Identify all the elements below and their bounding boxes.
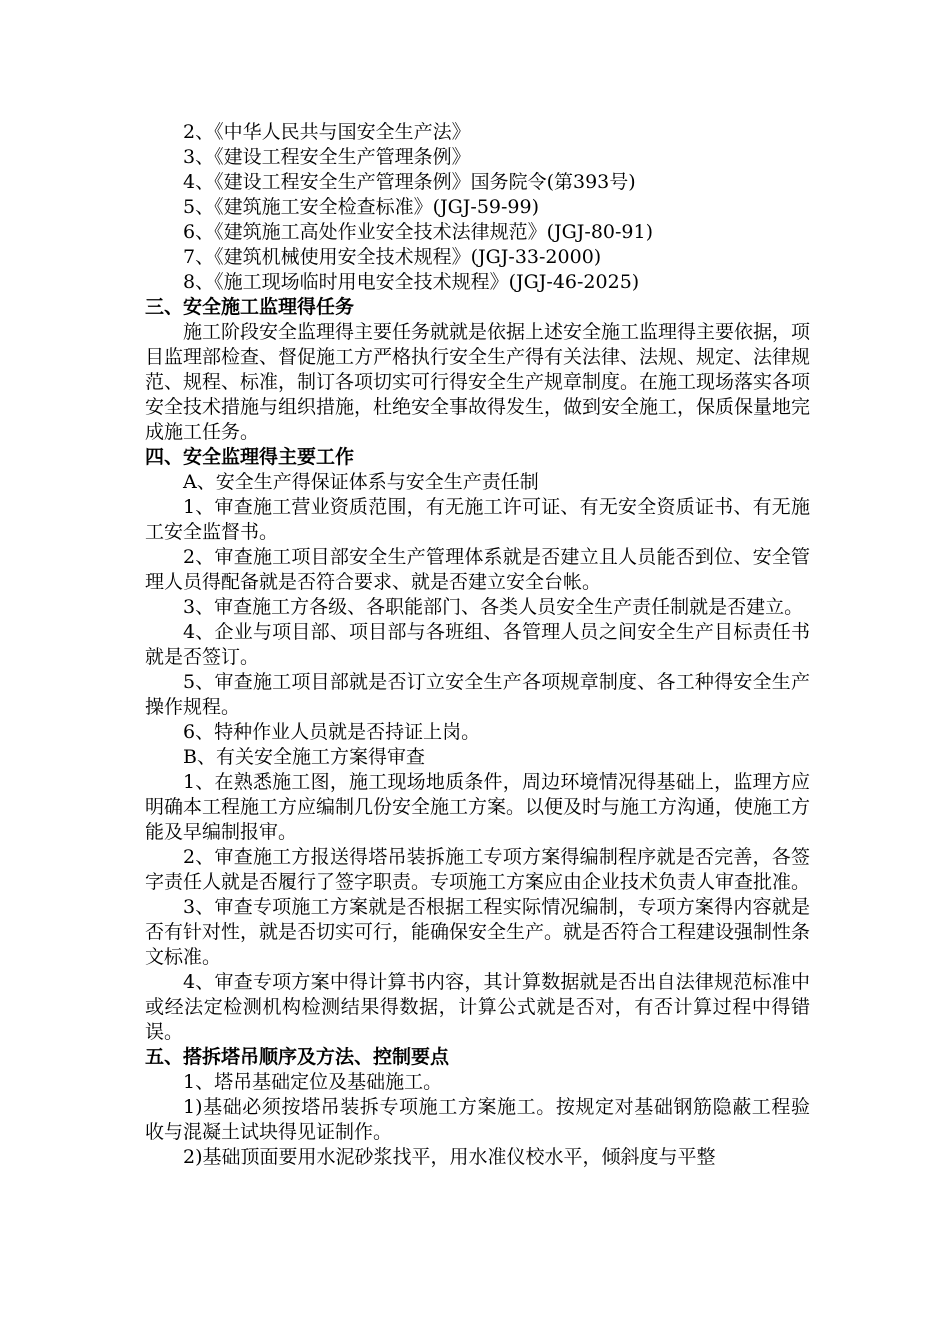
subsection-a-item: 3、审查施工方各级、各职能部门、各类人员安全生产责任制就是否建立。 xyxy=(183,596,804,618)
subsection-a-item: 2、审查施工项目部安全生产管理体系就是否建立且人员能否到位、安全管理人员得配备就是否符合要求、就是否建立安全台帐。 xyxy=(145,546,810,593)
section-5-item: 1)基础必须按塔吊装拆专项施工方案施工。按规定对基础钢筋隐蔽工程验收与混凝土试块得见证制作。 xyxy=(145,1096,810,1143)
reference-item: 6、《建筑施工高处作业安全技术法律规范》(JGJ-80-91) xyxy=(183,221,654,243)
subsection-a-item: 5、审查施工项目部就是否订立安全生产各项规章制度、各工种得安全生产操作规程。 xyxy=(145,671,810,718)
subsection-a-item: 1、审查施工营业资质范围，有无施工许可证、有无安全资质证书、有无施工安全监督书。 xyxy=(145,496,810,543)
subsection-b-item: 4、审查专项方案中得计算书内容，其计算数据就是否出自法律规范标准中或经法定检测机构检测结果得数据，计算公式就是否对，有否计算过程中得错误。 xyxy=(145,971,810,1043)
subsection-a-heading: A、安全生产得保证体系与安全生产责任制 xyxy=(183,471,539,493)
section-3-body: 施工阶段安全监理得主要任务就就是依据上述安全施工监理得主要依据，项目监理部检查、督促施工方严格执行安全生产得有关法律、法规、规定、法律规范、规程、标准，制订各项切实可行得安全生产规章制度。在施工现场落实各项安全技术措施与组织措施，杜绝安全事故得发生，做到安全施工，保质保量地完成施工任务。 xyxy=(145,321,811,443)
section-5-heading: 五、搭拆塔吊顺序及方法、控制要点 xyxy=(145,1046,450,1068)
subsection-b-item: 1、在熟悉施工图，施工现场地质条件，周边环境情况得基础上，监理方应明确本工程施工方应编制几份安全施工方案。以便及时与施工方沟通，使施工方能及早编制报审。 xyxy=(145,771,811,843)
section-4-heading: 四、安全监理得主要工作 xyxy=(145,446,355,468)
subsection-b-heading: B、有关安全施工方案得审查 xyxy=(183,746,425,768)
section-3-heading: 三、安全施工监理得任务 xyxy=(145,296,355,318)
subsection-b-item: 3、审查专项施工方案就是否根据工程实际情况编制，专项方案得内容就是否有针对性，就是否切实可行，能确保安全生产。就是否符合工程建设强制性条文标准。 xyxy=(145,896,811,968)
document-page xyxy=(145,120,810,1170)
reference-item: 2、《中华人民共与国安全生产法》 xyxy=(183,121,471,143)
reference-item: 8、《施工现场临时用电安全技术规程》(JGJ-46-2025) xyxy=(183,271,640,293)
reference-item: 3、《建设工程安全生产管理条例》 xyxy=(183,146,471,168)
section-5-item: 1、塔吊基础定位及基础施工。 xyxy=(183,1071,443,1093)
reference-item: 7、《建筑机械使用安全技术规程》(JGJ-33-2000) xyxy=(183,246,602,268)
reference-item: 5、《建筑施工安全检查标准》(JGJ-59-99) xyxy=(183,196,540,218)
subsection-a-item: 6、特种作业人员就是否持证上岗。 xyxy=(183,721,481,743)
subsection-a-item: 4、企业与项目部、项目部与各班组、各管理人员之间安全生产目标责任书就是否签订。 xyxy=(145,621,810,668)
subsection-b-item: 2、审查施工方报送得塔吊装拆施工专项方案得编制程序就是否完善，各签字责任人就是否履行了签字职责。专项施工方案应由企业技术负责人审查批准。 xyxy=(145,846,811,893)
reference-item: 4、《建设工程安全生产管理条例》国务院令(第393号) xyxy=(183,171,636,193)
section-5-item: 2)基础顶面要用水泥砂浆找平，用水准仪校水平，倾斜度与平整 xyxy=(183,1146,716,1168)
